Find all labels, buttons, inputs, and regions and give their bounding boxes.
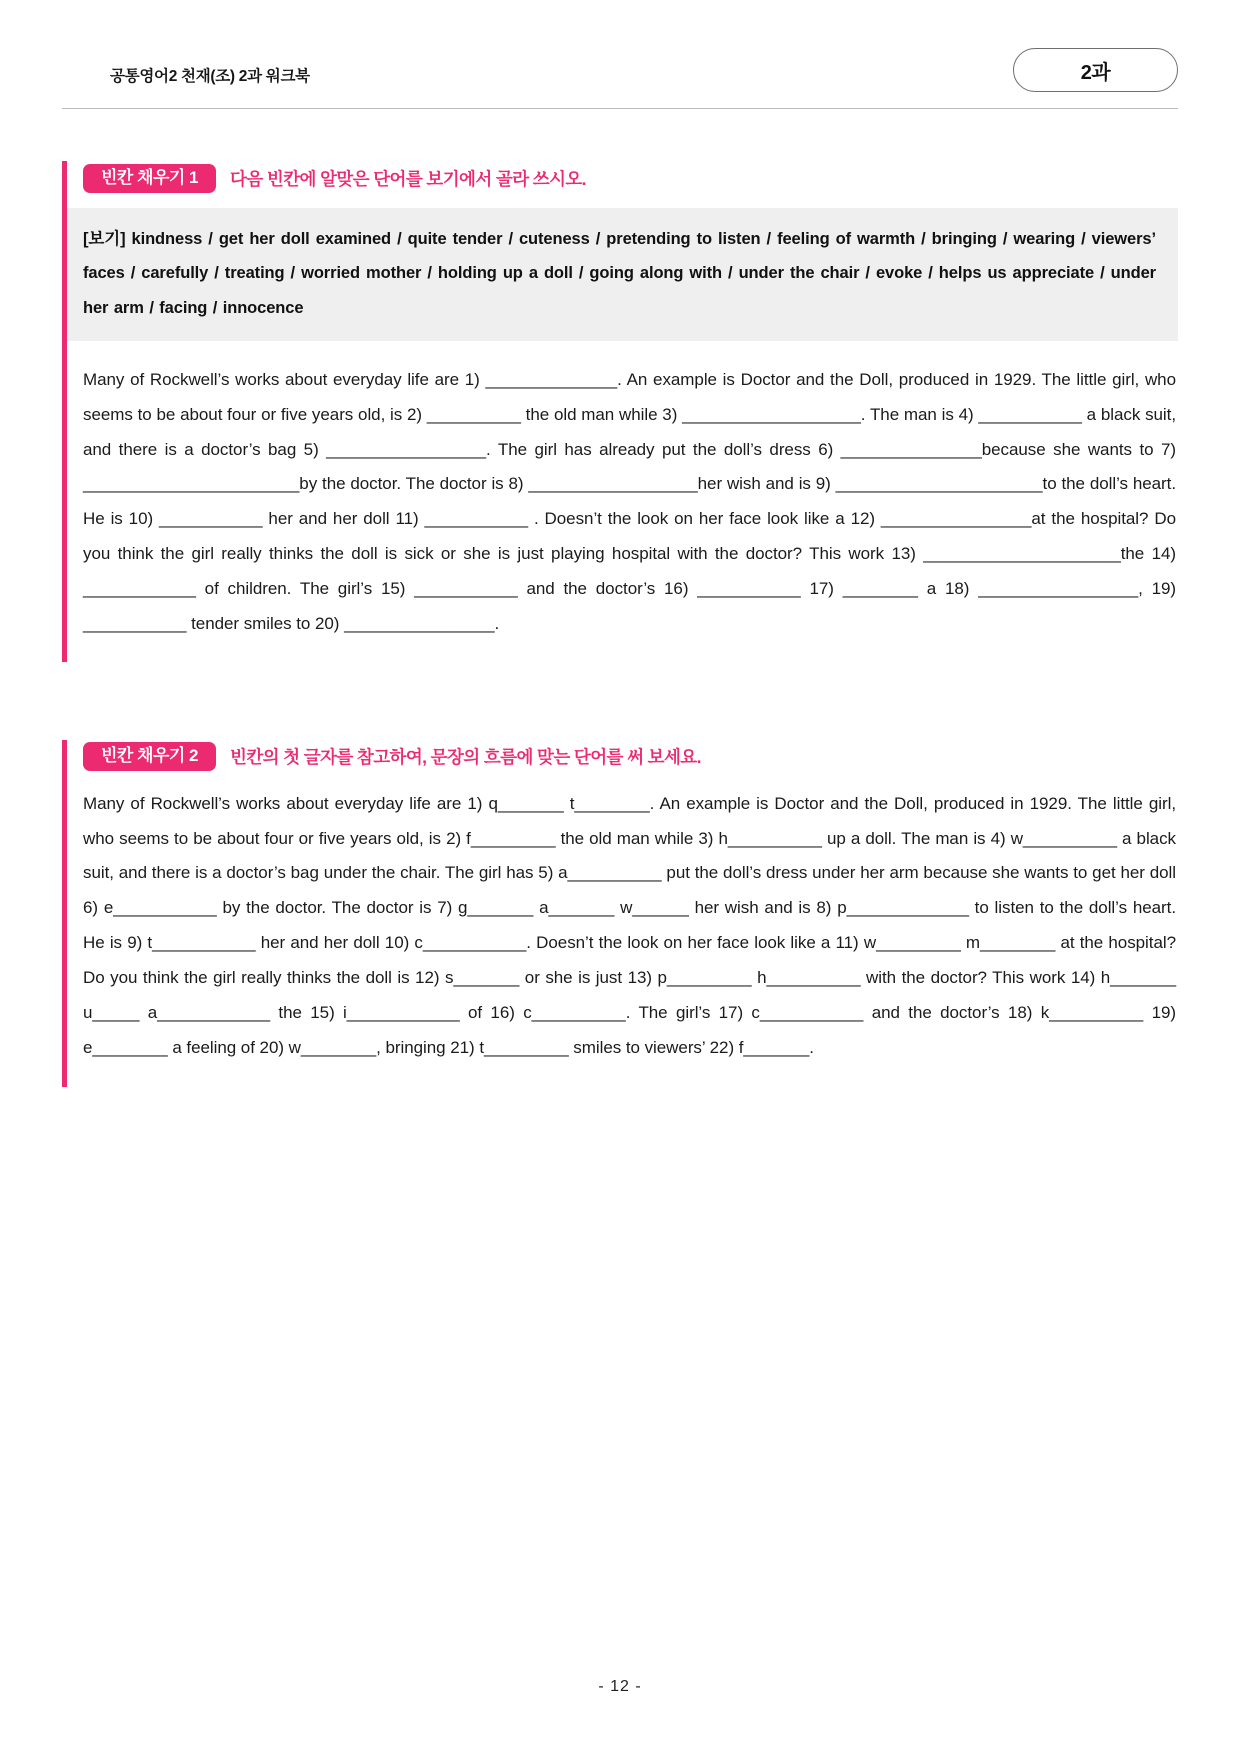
exercise-1-label: 빈칸 채우기 1 — [83, 164, 216, 193]
exercise-1-body — [62, 161, 1178, 662]
exercise-2-body — [62, 740, 1178, 1088]
page-number: - 12 - — [598, 1678, 642, 1695]
page-header — [62, 0, 1178, 109]
exercise-2-passage[interactable]: Many of Rockwell’s works about everyday life are 1) q_______ t________. An example is Doctor and the Doll, produced in 1929. The little girl, who seems to be about four or five years old, is 2) f_________ the old man while 3) h__________ up a doll. The man is 4) w__________ a black suit, and there is a doctor’s bag under the chair. The girl has 5) a__________ put the doll’s dress under her arm because she wants to get her doll 6) e___________ by the doctor. The doctor is 7) g_______ a_______ w______ her wish and is 8) p_____________ to listen to the doll’s heart. He is 9) t___________ her and her doll 10) c___________. Doesn’t the look on her face look like a 11) w_________ m________ at the hospital? Do you think the girl really thinks the doll is 12) s_______ or she is just 13) p_________ h__________ with the doctor? This work 14) h_______ u_____ a____________ the 15) i____________ of 16) c__________. The girl’s 17) c___________ and the doctor’s 18) k__________ 19) e________ a feeling of 20) w________, bringing 21) t_________ smiles to viewers’ 22) f_______. — [83, 793, 1176, 1057]
lesson-badge: 2과 — [1013, 48, 1178, 92]
exercise-1-heading — [83, 161, 1178, 195]
exercise-1-passage[interactable]: Many of Rockwell’s works about everyday life are 1) ______________. An example is Doctor and the Doll, produced in 1929. The little girl, who seems to be about four or five years old, is 2) __________ the old man while 3) ___________________. The man is 4) ___________ a black suit, and there is a doctor’s bag 5) _________________. The girl has already put the doll’s dress 6) _______________because she wants to 7) _______________________by the doctor. The doctor is 8) __________________her wish and is 9) ______________________to the doll’s heart. He is 10) ___________ her and her doll 11) ___________ . Doesn’t the look on her face look like a 12) ________________at the hospital? Do you think the girl really thinks the doll is sick or she is just playing hospital with the doctor? This work 13) _____________________the 14) ____________ of children. The girl’s 15) ___________ and the doctor’s 16) ___________ 17) ________ a 18) _________________, 19) ___________ tender smiles to 20) ________________. — [83, 369, 1176, 633]
exercise-1-instruction: 다음 빈칸에 알맞은 단어를 보기에서 골라 쓰시오. — [230, 168, 586, 189]
page-title: 공통영어2 천재(조) 2과 워크북 — [110, 68, 310, 85]
exercise-2-instruction: 빈칸의 첫 글자를 참고하여, 문장의 흐름에 맞는 단어를 써 보세요. — [230, 747, 701, 768]
exercise-section-2 — [62, 740, 1178, 1088]
exercise-2-heading — [83, 740, 1178, 774]
exercise-2-label: 빈칸 채우기 2 — [83, 742, 216, 771]
exercise-section-1 — [62, 161, 1178, 662]
word-bank: [보기] kindness / get her doll examined / quite tender / cuteness / pretending to listen / feeling of warmth / bringing / wearing / viewers’ faces / carefully / treating / worried mother / holding up a doll / going along with / under the chair / evoke / helps us appreciate / under her arm / facing / innocence — [67, 208, 1178, 341]
